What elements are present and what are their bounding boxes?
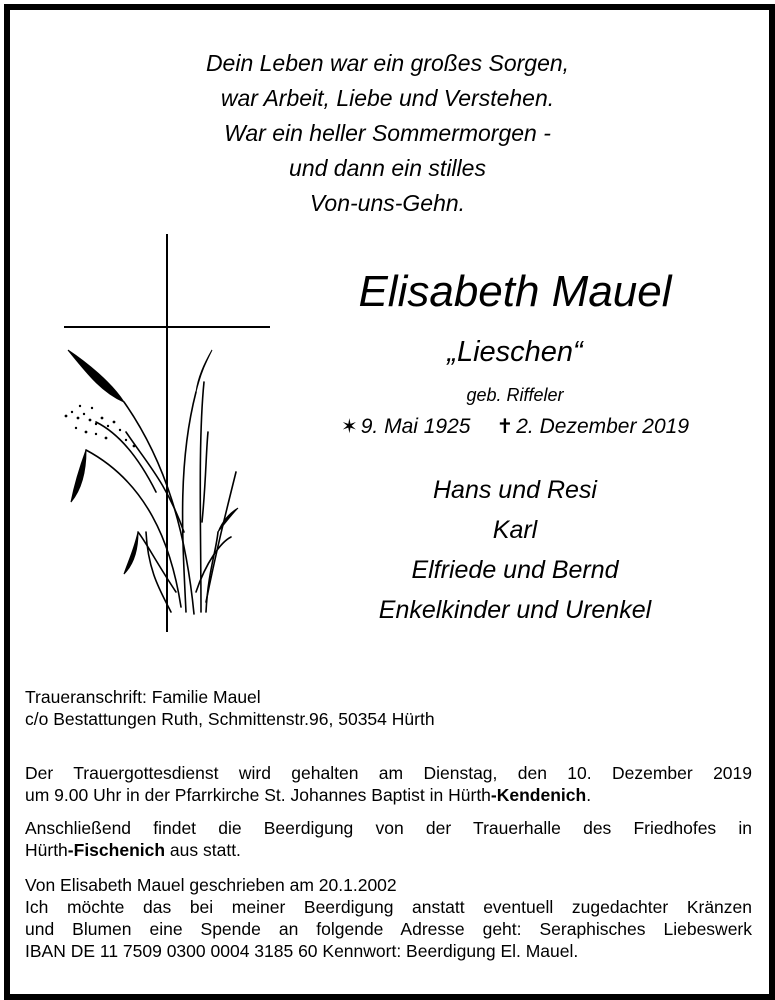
place-bold: -Kendenich xyxy=(490,785,587,805)
poem xyxy=(0,46,775,221)
wheat-icon xyxy=(86,382,236,614)
deceased-name: Elisabeth Mauel xyxy=(358,267,672,316)
donation-wish xyxy=(25,874,752,962)
place-bold: -Fischenich xyxy=(67,840,166,860)
wish-line: Von Elisabeth Mauel geschrieben am 20.1.2002 xyxy=(25,875,397,895)
wheat-ear-icon xyxy=(68,350,238,574)
poem-line: und dann ein stilles xyxy=(289,155,486,181)
nickname: „Lieschen“ xyxy=(447,336,583,368)
burial-line: Hürth-Fischenich aus statt. xyxy=(25,840,241,860)
poem-line: Von-uns-Gehn. xyxy=(309,190,466,216)
family-member: Elfriede und Bernd xyxy=(411,556,619,584)
family-member: Enkelkinder und Urenkel xyxy=(378,596,652,624)
life-dates xyxy=(300,412,730,442)
wish-line: und Blumen eine Spende an folgende Adresse geht: Seraphisches Liebeswerk xyxy=(25,919,752,939)
burial-info xyxy=(25,817,752,861)
wish-line: Ich möchte das bei meiner Beerdigung anstatt eventuell zugedachter Kränzen xyxy=(25,897,752,917)
poem-line: War ein heller Sommermorgen - xyxy=(224,120,551,146)
service-line: um 9.00 Uhr in der Pfarrkirche St. Johannes Baptist in Hürth-Kendenich. xyxy=(25,785,592,805)
cross-icon xyxy=(64,234,270,632)
address-line: c/o Bestattungen Ruth, Schmittenstr.96, 50354 Hürth xyxy=(25,709,435,729)
poem-line: war Arbeit, Liebe und Verstehen. xyxy=(220,85,555,111)
family-list xyxy=(300,470,730,630)
address-line: Traueranschrift: Familie Mauel xyxy=(25,687,261,707)
service-info xyxy=(25,762,752,806)
birth-date: 9. Mai 1925 xyxy=(360,415,471,438)
family-member: Hans und Resi xyxy=(433,476,597,504)
cross-with-wheat-icon xyxy=(56,232,278,634)
service-line: Der Trauergottesdienst wird gehalten am Dienstag, den 10. Dezember 2019 xyxy=(25,763,752,783)
birth-name: geb. Riffeler xyxy=(466,385,564,405)
poem-line: Dein Leben war ein großes Sorgen, xyxy=(205,50,570,76)
death-date: 2. Dezember 2019 xyxy=(516,415,690,438)
family-member: Karl xyxy=(492,516,538,544)
seed-dots xyxy=(65,405,136,448)
cross-small-icon: ✝ xyxy=(496,416,514,438)
mourning-address xyxy=(25,686,752,730)
burial-line: Anschließend findet die Beerdigung von der Trauerhalle des Friedhofes in xyxy=(25,818,752,838)
wish-line: IBAN DE 11 7509 0300 0004 3185 60 Kennwort: Beerdigung El. Mauel. xyxy=(25,941,579,961)
star-icon: ✶ xyxy=(340,416,358,438)
